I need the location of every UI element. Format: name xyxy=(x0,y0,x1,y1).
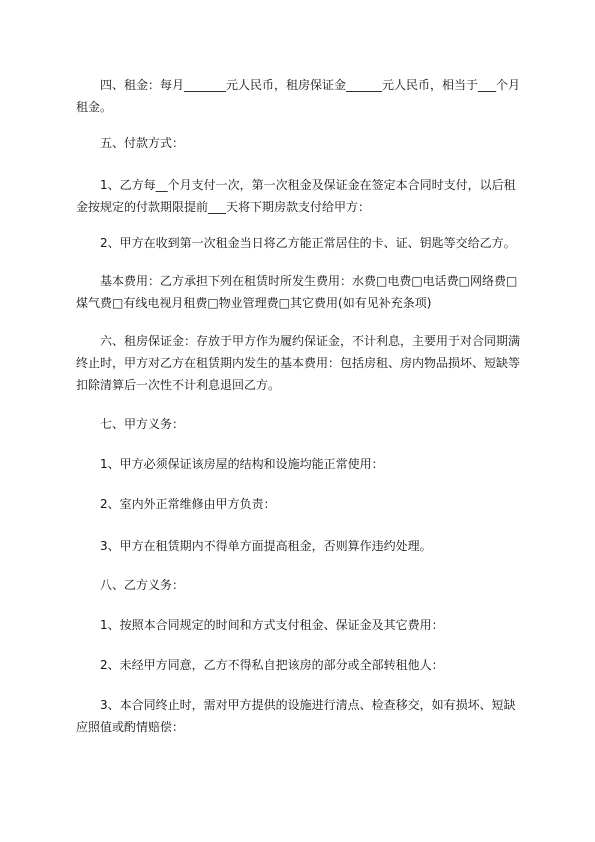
clause-6-deposit: 六、租房保证金：存放于甲方作为履约保证金，不计利息，主要用于对合同期满终止时，甲方对乙方在租赁期内发生的基本费用：包括房租、房内物品损坏、短缺等扣除清算后一次性不计利息退回乙方。 xyxy=(76,334,521,392)
clause-7-heading: 七、甲方义务： xyxy=(100,417,185,431)
clause-5-heading: 五、付款方式： xyxy=(100,136,185,150)
basic-fees-paragraph: 基本费用：乙方承担下列在租赁时所发生费用：水费□电费□电话费□网络费□煤气费□有线电视月租费□物业管理费□其它费用(如有见补充条项) xyxy=(76,274,518,310)
clause-7-item-1: 1、甲方必须保证该房屋的结构和设施均能正常使用： xyxy=(100,457,384,471)
clause-8-item-1: 1、按照本合同规定的时间和方式支付租金、保证金及其它费用： xyxy=(100,618,444,632)
clause-8-heading: 八、乙方义务： xyxy=(100,578,185,592)
clause-7-item-2: 2、室内外正常维修由甲方负责： xyxy=(100,497,276,511)
clause-7-item-3: 3、甲方在租赁期内不得单方面提高租金，否则算作违约处理。 xyxy=(100,539,432,553)
clause-4-rent: 四、租金：每月_______元人民币，租房保证金______元人民币，相当于___个月租金。 xyxy=(76,78,521,114)
clause-8-item-2: 2、未经甲方同意，乙方不得私自把该房的部分或全部转租他人： xyxy=(100,658,444,672)
clause-5-item-1: 1、乙方每__个月支付一次，第一次租金及保证金在签定本合同时支付，以后租金按规定的付款期限提前___天将下期房款支付给甲方： xyxy=(76,178,516,214)
clause-8-item-3: 3、本合同终止时，需对甲方提供的设施进行清点、检查移交，如有损坏、短缺应照值或酌情赔偿： xyxy=(76,698,516,734)
clause-5-item-2: 2、甲方在收到第一次租金当日将乙方能正常居住的卡、证、钥匙等交给乙方。 xyxy=(100,236,516,250)
